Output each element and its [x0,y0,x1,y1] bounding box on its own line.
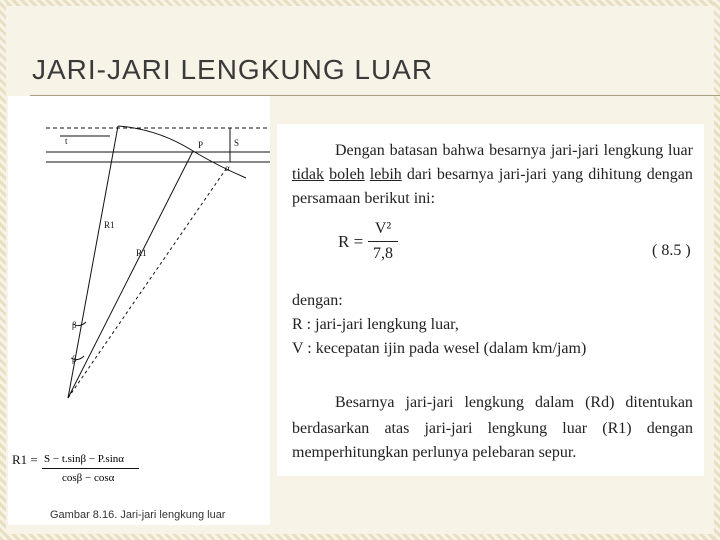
label-r1-a: R1 [104,220,115,230]
para2-line3: memperhitungkan perlunya pelebaran sepur. [292,444,577,461]
word: dengan [646,166,693,183]
word: bahwa [442,142,485,159]
formula-fraction [368,220,398,263]
word: boleh [329,166,365,183]
slide-border-left [0,0,6,540]
word: dihitung [588,166,642,183]
slide-border-bottom [0,534,720,540]
word: luar [562,420,588,437]
word: jari-jari [424,420,473,437]
word: jari-jari [498,166,547,183]
r1-formula-denominator: cosβ − cosα [62,472,115,484]
label-beta-2: β [72,354,77,364]
dashed-ray [68,166,228,398]
word: dengan [646,420,693,437]
word: besarnya [489,142,546,159]
slide-border-right [714,0,720,540]
word: dari [406,166,432,183]
r1-formula-bar [42,468,139,469]
definition-v: V : kecepatan ijin pada wesel (dalam km/jam) [292,340,587,357]
equation-number: ( 8.5 ) [652,242,691,259]
formula-bar [368,241,398,242]
word: Dengan [335,142,385,159]
word: luar [668,142,693,159]
word: lebih [369,166,402,183]
definition-r: R : jari-jari lengkung luar, [292,316,459,333]
word: dalam [535,394,575,411]
radius-line-2 [68,151,193,398]
para1-line2 [292,166,693,184]
word: lengkung [603,142,664,159]
word: berdasarkan [292,420,370,437]
formula-lhs: R = [338,232,364,251]
label-t: t [65,136,68,146]
word: jari-jari [405,394,454,411]
word: atas [384,420,410,437]
slide-border-top [0,0,720,6]
slide-title: JARI-JARI LENGKUNG LUAR [32,54,434,85]
formula-denominator: 7,8 [373,245,393,262]
label-alpha: α [225,163,230,173]
word: jari-jari [550,142,599,159]
word: (R1) [602,420,632,437]
r1-formula-lhs: R1 = [12,452,38,467]
word: batasan [389,142,438,159]
word: lengkung [487,420,548,437]
word: lengkung [464,394,525,411]
label-p: P [198,140,204,150]
label-r1-b: R1 [136,248,147,258]
r1-formula-numerator: S − t.sinβ − P.sinα [44,453,125,465]
word: (Rd) [585,394,615,411]
label-s: S [234,138,240,148]
para2-line1 [335,394,693,412]
word: besarnya [436,166,494,183]
para1-line3: persamaan berikut ini: [292,190,436,207]
figure-caption: Gambar 8.16. Jari-jari lengkung luar [50,509,226,521]
dengan-label: dengan: [292,292,343,309]
label-beta-1: β [72,320,77,330]
word: Besarnya [335,394,395,411]
word: tidak [292,166,324,183]
word: yang [552,166,584,183]
formula-numerator: V² [374,220,392,237]
para1-line1 [335,142,693,160]
para2-line2 [292,420,693,438]
word: ditentukan [625,394,693,411]
